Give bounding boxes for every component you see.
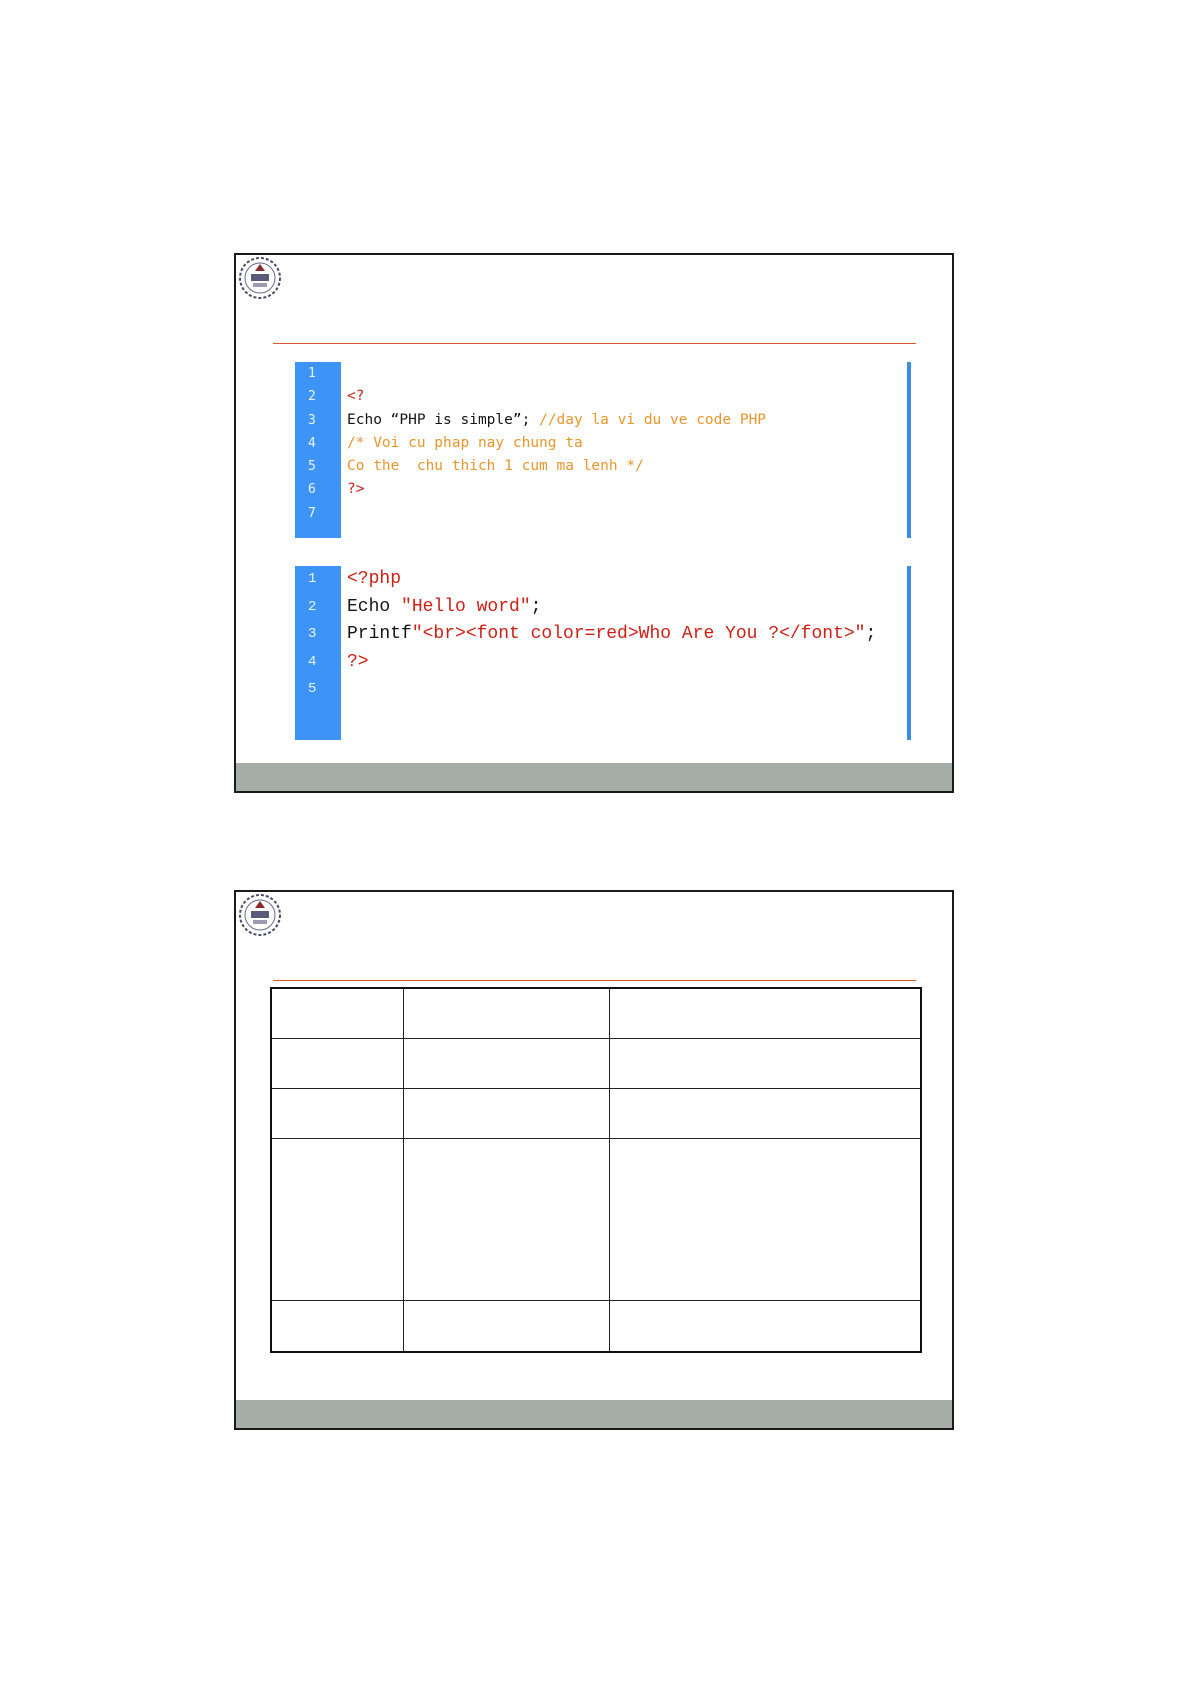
table-cell xyxy=(609,1089,921,1139)
code-block-php-comments xyxy=(295,362,911,538)
code-text xyxy=(347,385,364,408)
code-token: ; xyxy=(865,624,877,644)
code-lines xyxy=(295,362,911,525)
line-number: 3 xyxy=(308,626,317,642)
code-line xyxy=(295,409,911,432)
table-cell xyxy=(403,1038,609,1088)
line-number: 6 xyxy=(308,482,316,498)
code-line xyxy=(295,362,911,385)
table-cell xyxy=(403,1301,609,1352)
code-token: ; xyxy=(530,596,542,617)
table-row xyxy=(271,988,921,1038)
table-cell xyxy=(609,1038,921,1088)
table-row xyxy=(271,1139,921,1301)
table-cell xyxy=(271,988,403,1038)
slide-2 xyxy=(234,890,954,1430)
line-number: 2 xyxy=(308,598,317,615)
table-cell xyxy=(271,1139,403,1301)
line-number: 3 xyxy=(308,412,316,428)
code-text xyxy=(347,409,766,432)
line-number: 2 xyxy=(308,389,316,405)
code-token: Echo xyxy=(347,596,402,617)
table-cell xyxy=(403,1089,609,1139)
code-line xyxy=(295,385,911,408)
table-cell xyxy=(609,1301,921,1352)
line-number: 5 xyxy=(308,459,316,475)
slide-footer-bar xyxy=(236,763,952,791)
title-divider xyxy=(273,343,916,344)
code-text xyxy=(347,478,364,501)
code-token: //day la vi du ve code PHP xyxy=(539,411,767,428)
table-row xyxy=(271,1089,921,1139)
code-block-php-echo xyxy=(295,566,911,740)
table-cell xyxy=(403,1139,609,1301)
code-text xyxy=(347,649,369,677)
line-number: 1 xyxy=(308,571,317,587)
code-line xyxy=(295,676,911,704)
code-line xyxy=(295,566,911,594)
code-token: <? xyxy=(347,388,365,405)
table-cell xyxy=(609,1139,921,1301)
code-line xyxy=(295,621,911,649)
code-text xyxy=(347,594,541,622)
code-text xyxy=(347,621,876,649)
slide-1 xyxy=(234,253,954,793)
university-seal-logo-icon xyxy=(238,893,282,937)
table-row xyxy=(271,1301,921,1352)
code-line xyxy=(295,649,911,677)
code-line xyxy=(295,455,911,478)
code-token: /* Voi cu phap nay chung ta xyxy=(347,434,583,451)
line-number: 5 xyxy=(308,681,317,697)
university-seal-logo-icon xyxy=(238,256,282,300)
table-cell xyxy=(609,988,921,1038)
code-text xyxy=(347,455,644,478)
code-token: <?php xyxy=(347,569,402,589)
code-token: Printf xyxy=(347,624,412,644)
code-token: ?> xyxy=(347,651,369,672)
line-number: 1 xyxy=(308,366,316,381)
code-text xyxy=(347,566,401,594)
table-row xyxy=(271,1038,921,1088)
code-token: Echo “PHP is simple”; xyxy=(347,411,540,428)
table-cell xyxy=(271,1089,403,1139)
code-lines xyxy=(295,566,911,704)
info-table xyxy=(270,987,922,1353)
line-number: 7 xyxy=(308,505,316,521)
code-line xyxy=(295,594,911,622)
line-number: 4 xyxy=(308,435,316,451)
title-divider xyxy=(273,980,916,981)
code-text xyxy=(347,432,583,455)
table-cell xyxy=(403,988,609,1038)
slide-footer-bar xyxy=(236,1400,952,1428)
code-token: "<br><font color=red>Who Are You ?</font>" xyxy=(411,624,866,644)
line-number: 4 xyxy=(308,653,317,670)
code-token: Co the chu thich 1 cum ma lenh */ xyxy=(347,458,644,475)
table-cell xyxy=(271,1301,403,1352)
code-token: "Hello word" xyxy=(401,596,531,617)
code-token: ?> xyxy=(347,481,365,498)
table-cell xyxy=(271,1038,403,1088)
code-line xyxy=(295,432,911,455)
code-line xyxy=(295,478,911,501)
code-line xyxy=(295,502,911,525)
